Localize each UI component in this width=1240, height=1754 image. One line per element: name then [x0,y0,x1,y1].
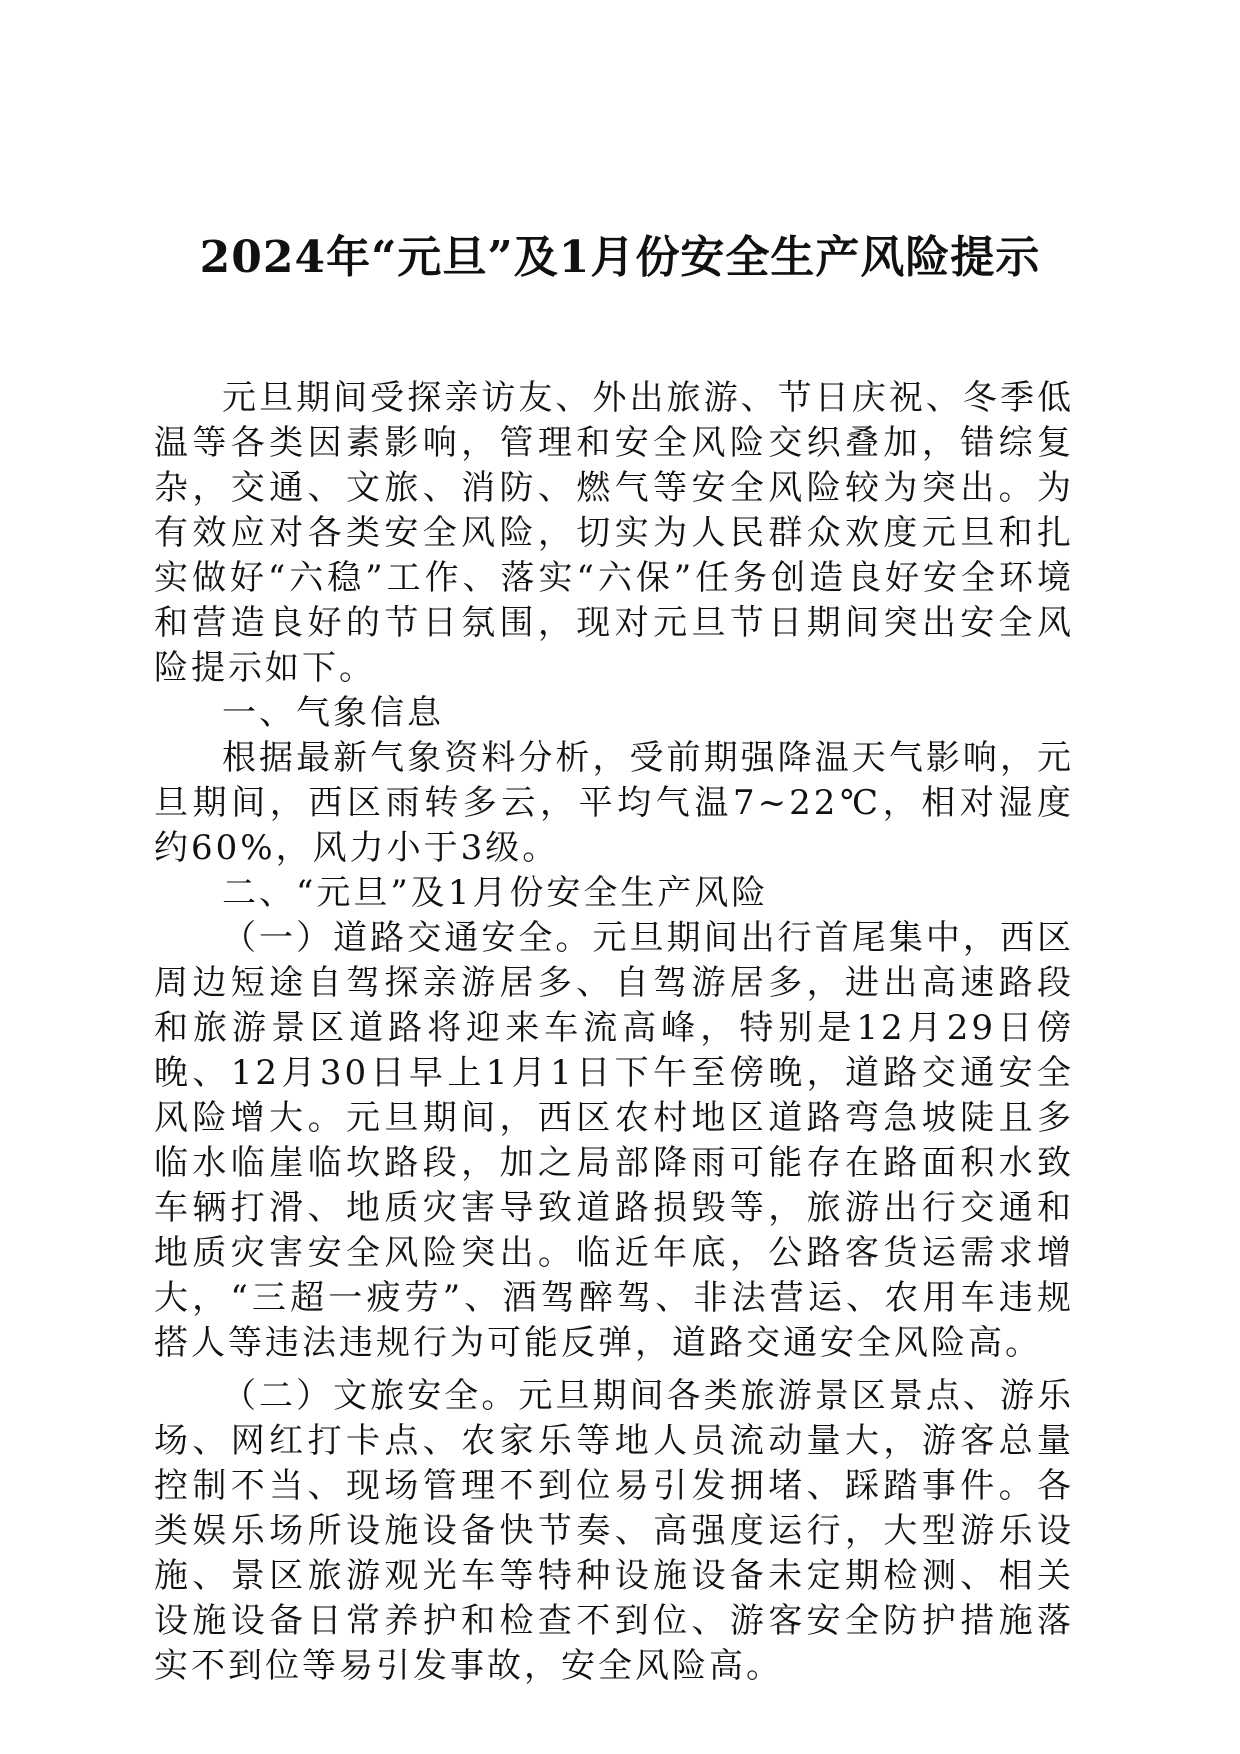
document-title: 2024年“元旦”及1月份安全生产风险提示 [199,232,1041,283]
section-heading-weather: 一、气象信息 [222,693,444,733]
paragraph-culture-tourism: （二）文旅安全。元旦期间各类旅游景区景点、游乐场、网红打卡点、农家乐等地人员流动量大，游客总量控制不当、现场管理不到位易引发拥堵、踩踏事件。各类娱乐场所设施设备快节奏、高强度运行，大型游乐设施、景区旅游观光车等特种设施设备未定期检测、相关设施设备日常养护和检查不到位、游客安全防护措施落实不到位等易引发事故，安全风险高。 [154,1376,1074,1686]
paragraph-road-traffic: （一）道路交通安全。元旦期间出行首尾集中，西区周边短途自驾探亲游居多、自驾游居多，进出高速路段和旅游景区道路将迎来车流高峰，特别是12月29日傍晚、12月30日早上1月1日下午至傍晚，道路交通安全风险增大。元旦期间，西区农村地区道路弯急坡陡且多临水临崖临坎路段，加之局部降雨可能存在路面积水致车辆打滑、地质灾害导致道路损毁等，旅游出行交通和地质灾害安全风险突出。临近年底，公路客货运需求增大，“三超一疲劳”、酒驾醉驾、非法营运、农用车违规搭人等违法违规行为可能反弹，道路交通安全风险高。 [154,918,1074,1363]
document-body [154,376,1074,1689]
paragraph-weather: 根据最新气象资料分析，受前期强降温天气影响，元旦期间，西区雨转多云，平均气温7~22℃，相对湿度约60%，风力小于3级。 [154,738,1074,868]
paragraph-intro: 元旦期间受探亲访友、外出旅游、节日庆祝、冬季低温等各类因素影响，管理和安全风险交织叠加，错综复杂，交通、文旅、消防、燃气等安全风险较为突出。为有效应对各类安全风险，切实为人民群众欢度元旦和扎实做好“六稳”工作、落实“六保”任务创造良好安全环境和营造良好的节日氛围，现对元旦节日期间突出安全风险提示如下。 [154,378,1074,688]
section-heading-risks: 二、“元旦”及1月份安全生产风险 [222,873,769,913]
